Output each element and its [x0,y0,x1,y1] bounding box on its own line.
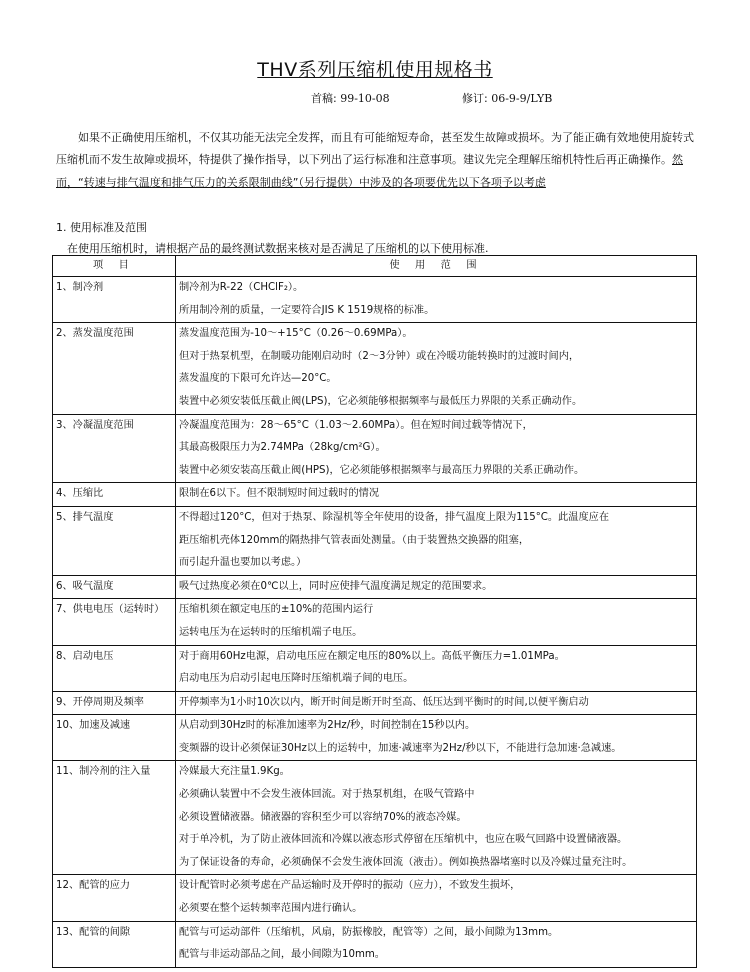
table-row [53,875,697,921]
row-range [176,323,697,414]
table-row [53,414,697,483]
row-range [176,875,697,921]
row-range-line: 配管与非运动部品之间，最小间隙为10mm。 [179,949,385,961]
row-range-line: 对于商用60Hz电源，启动电压应在额定电压的80%以上。高低平衡压力=1.01MPa。 [179,650,565,662]
document-title: THV系列压缩机使用规格书 [257,59,493,81]
row-item-label: 13、配管的间隙 [56,926,131,938]
row-item-label: 8、启动电压 [56,650,114,662]
row-range-line: 从启动到30Hz时的标准加速率为2Hz/秒，时间控制在15秒以内。 [179,720,476,732]
row-range-line: 为了保证设备的寿命，必须确保不会发生液体回流（液击）。例如换热器堵塞时以及冷媒过量充注时。 [179,856,633,868]
draft-date [311,90,390,106]
row-item [53,414,176,483]
draft-value: 99-10-08 [340,92,390,105]
row-range [176,575,697,599]
revision-date [462,90,552,106]
row-range-line: 蒸发温度范围为-10～+15°C（0.26～0.69MPa）。 [179,328,413,340]
row-item [53,506,176,575]
row-range-line: 启动电压为启动引起电压降时压缩机端子间的电压。 [179,673,414,685]
row-range-line: 距压缩机壳体120mm的隔热排气管表面处测量。（由于装置热交换器的阻塞， [179,534,530,546]
section-heading: 1. 使用标准及范围 [56,221,147,234]
row-range-line: 对于单冷机，为了防止液体回流和冷媒以液态形式停留在压缩机中，也应在吸气回路中设置储液器。 [179,834,628,846]
table-row [53,575,697,599]
row-item [53,645,176,691]
row-range-line: 设计配管时必须考虑在产品运输时及开停时的振动（应力），不致发生损坏， [179,880,521,892]
row-range-line: 不得超过120°C，但对于热泵、除湿机等全年使用的设备，排气温度上限为115°C。此温度应在 [179,511,610,523]
row-range-line: 限制在6以下。但不限制短时间过载时的情况 [179,488,380,500]
table-header-row [53,256,697,277]
row-item-label: 7、供电电压（运转时） [56,604,165,616]
table-row [53,921,697,967]
spec-table [52,255,697,968]
row-range [176,277,697,323]
draft-label: 首稿: [311,92,337,105]
intro-text: 如果不正确使用压缩机，不仅其功能无法完全发挥，而且有可能缩短寿命，甚至发生故障或损坏。为了能正确有效地使用旋转式压缩机而不发生故障或损坏，特提供了操作指导，以下列出了运行标准和注意事项。建议先完全理解压缩机特性后再正确操作。 [56,131,694,167]
row-item-label: 4、压缩比 [56,488,104,500]
row-item-label: 3、冷凝温度范围 [56,419,134,431]
revision-value: 06-9-9/LYB [491,92,553,105]
row-item-label: 10、加速及减速 [56,720,131,732]
row-item-label: 6、吸气温度 [56,580,114,592]
row-range-line: 配管与可运动部件（压缩机，风扇，防振橡胶，配管等）之间，最小间隙为13mm。 [179,926,559,938]
table-row [53,645,697,691]
row-item [53,483,176,507]
row-item-label: 2、蒸发温度范围 [56,328,134,340]
table-row [53,483,697,507]
row-range-line: 其最高极限压力为2.74MPa（28kg/cm²G）。 [179,442,386,454]
row-item-label: 9、开停周期及频率 [56,696,144,708]
row-item [53,691,176,715]
row-range-line: 压缩机须在额定电压的±10%的范围内运行 [179,604,374,616]
table-row [53,761,697,875]
row-item [53,715,176,761]
row-range-line: 运转电压为在运转时的压缩机端子电压。 [179,626,363,638]
row-range-line: 所用制冷剂的质量，一定要符合JIS K 1519规格的标准。 [179,304,435,316]
section-lead: 在使用压缩机时，请根据产品的最终测试数据来核对是否满足了压缩机的以下使用标准. [67,242,489,255]
row-range-line: 必须确认装置中不会发生液体回流。对于热泵机组，在吸气管路中 [179,789,475,801]
intro-paragraph [56,127,696,194]
intro-priority-note: 然而，“转速与排气温度和排气压力的关系限制曲线”（另行提供）中涉及的各项要优先以下各项予以考虑 [56,153,683,189]
row-item [53,761,176,875]
row-range [176,414,697,483]
row-range-line: 冷媒最大充注量1.9Kg。 [179,766,290,778]
row-range-line: 但对于热泵机型，在制暖功能刚启动时（2～3分钟）或在冷暖功能转换时的过渡时间内， [179,350,580,362]
row-range-line: 变频器的设计必须保证30Hz以上的运转中，加速·减速率为2Hz/秒以下，不能进行急加速·急减速。 [179,742,622,754]
row-range-line: 吸气过热度必须在0℃以上，同时应使排气温度满足规定的范围要求。 [179,580,493,592]
row-item [53,575,176,599]
table-row [53,323,697,414]
row-item [53,599,176,645]
row-range-line: 而引起升温也要加以考虑。） [179,557,307,569]
row-range [176,599,697,645]
row-item-label: 12、配管的应力 [56,880,131,892]
row-item-label: 11、制冷剂的注入量 [56,766,151,778]
table-body [53,277,697,968]
row-item [53,875,176,921]
table-row [53,277,697,323]
row-range [176,691,697,715]
row-range [176,483,697,507]
row-range [176,761,697,875]
header-range: 使 用 范 围 [176,256,697,277]
row-range-line: 冷凝温度范围为：28～65°C（1.03～2.60MPa）。但在短时间过载等情况下， [179,419,533,431]
row-range-line: 装置中必须安装低压截止阀(LPS)，它必须能够根据频率与最低压力界限的关系正确动作。 [179,395,583,407]
header-item: 项 目 [53,256,176,277]
table-row [53,599,697,645]
row-item [53,277,176,323]
row-range-line: 必须设置储液器。储液器的容积至少可以容纳70%的液态冷媒。 [179,811,467,823]
row-item-label: 1、制冷剂 [56,282,104,293]
row-range-line: 装置中必须安装高压截止阀(HPS)，它必须能够根据频率与最高压力界限的关系正确动作。 [179,464,585,476]
row-range [176,506,697,575]
revision-label: 修订: [462,92,488,105]
row-item-label: 5、排气温度 [56,511,114,523]
row-item [53,323,176,414]
row-range-line: 蒸发温度的下限可允许达—20°C。 [179,373,337,385]
row-range-line: 制冷剂为R-22（CHClF₂）。 [179,282,304,293]
row-range [176,645,697,691]
table-row [53,691,697,715]
row-range [176,715,697,761]
table-row [53,715,697,761]
table-row [53,506,697,575]
row-range-line: 必须要在整个运转频率范围内进行确认。 [179,903,363,915]
row-range [176,921,697,967]
row-range-line: 开停频率为1小时10次以内，断开时间是断开时至高、低压达到平衡时的时间,以便平衡启动 [179,696,589,708]
row-item [53,921,176,967]
